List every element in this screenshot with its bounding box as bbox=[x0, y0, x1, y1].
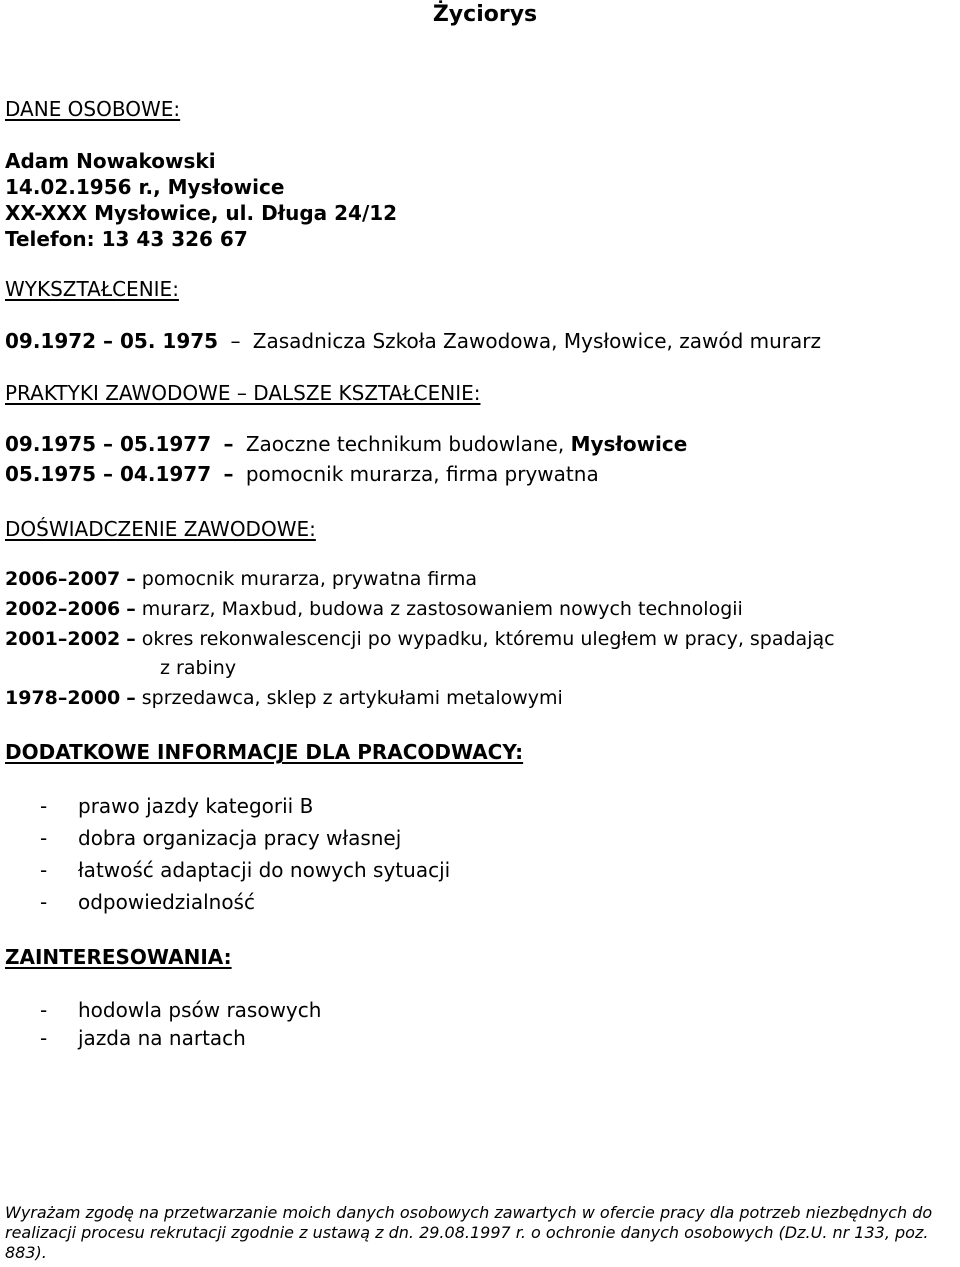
list-item-bullet: - bbox=[40, 826, 48, 850]
list-item-text: jazda na nartach bbox=[78, 1026, 246, 1050]
training-entry-text: Zaoczne technikum budowlane, bbox=[245, 432, 565, 456]
list-item bbox=[40, 826, 401, 850]
education-entry-dash: – bbox=[230, 329, 241, 353]
experience-entry-text: sprzedawca, sklep z artykułami metalowymi bbox=[141, 687, 563, 709]
experience-entry-text: pomocnik murarza, prywatna firma bbox=[141, 568, 477, 590]
list-item-bullet: - bbox=[40, 998, 48, 1022]
experience-entry-dates: 2006–2007 bbox=[5, 568, 121, 590]
experience-entry-text: murarz, Maxbud, budowa z zastosowaniem nowych technologii bbox=[141, 598, 743, 620]
list-item bbox=[40, 858, 450, 882]
personal-name: Adam Nowakowski bbox=[5, 149, 216, 173]
experience-entry-dates: 2002–2006 bbox=[5, 598, 121, 620]
experience-entry-dash: – bbox=[126, 568, 136, 590]
section-heading-education: WYKSZTAŁCENIE: bbox=[5, 277, 179, 301]
list-item bbox=[40, 1026, 246, 1050]
training-entry-bold-tail: Mysłowice bbox=[570, 432, 688, 456]
document-title: Życiorys bbox=[432, 2, 538, 27]
training-entry bbox=[5, 432, 687, 456]
list-item-text: odpowiedzialność bbox=[78, 890, 255, 914]
list-item-bullet: - bbox=[40, 890, 48, 914]
list-item-text: dobra organizacja pracy własnej bbox=[78, 826, 402, 850]
list-item bbox=[40, 890, 255, 914]
training-entry bbox=[5, 462, 599, 486]
section-heading-personal: DANE OSOBOWE: bbox=[5, 97, 181, 121]
experience-entry-dates: 1978–2000 bbox=[5, 687, 121, 709]
section-heading-training: PRAKTYKI ZAWODOWE – DALSZE KSZTAŁCENIE: bbox=[5, 381, 481, 405]
training-entry-dash: – bbox=[223, 462, 234, 486]
list-item bbox=[40, 794, 313, 818]
training-entry-dates: 09.1975 – 05.1977 bbox=[5, 432, 212, 456]
training-entry-dates: 05.1975 – 04.1977 bbox=[5, 462, 212, 486]
experience-entry-dash: – bbox=[126, 598, 136, 620]
list-item-text: hodowla psów rasowych bbox=[78, 998, 322, 1022]
experience-entry-dash: – bbox=[126, 628, 136, 650]
experience-entry bbox=[5, 597, 743, 621]
section-heading-experience: DOŚWIADCZENIE ZAWODOWE: bbox=[5, 517, 316, 541]
experience-entry bbox=[5, 567, 477, 591]
list-item bbox=[40, 998, 321, 1022]
list-item-bullet: - bbox=[40, 1026, 48, 1050]
list-item-text: łatwość adaptacji do nowych sytuacji bbox=[78, 858, 451, 882]
data-processing-consent: Wyrażam zgodę na przetwarzanie moich danych osobowych zawartych w ofercie pracy dla potrzeb niezbędnych do realizacji procesu rekrutacji zgodnie z ustawą z dn. 29.08.1997 r. o ochronie danych osobowych (Dz.U. nr 133, poz. 883). bbox=[5, 1203, 933, 1262]
section-heading-additional: DODATKOWE INFORMACJE DLA PRACODWACY: bbox=[5, 740, 524, 764]
training-entry-text: pomocnik murarza, firma prywatna bbox=[245, 462, 599, 486]
experience-entry-dash: – bbox=[126, 687, 136, 709]
education-entry-text: Zasadnicza Szkoła Zawodowa, Mysłowice, zawód murarz bbox=[252, 329, 821, 353]
experience-entry-continuation: z rabiny bbox=[160, 657, 237, 679]
personal-address: XX-XXX Mysłowice, ul. Długa 24/12 bbox=[5, 201, 398, 225]
education-entry-dates: 09.1972 – 05. 1975 bbox=[5, 329, 219, 353]
list-item-text: prawo jazdy kategorii B bbox=[78, 794, 314, 818]
experience-entry bbox=[5, 627, 835, 651]
section-heading-interests: ZAINTERESOWANIA: bbox=[5, 945, 232, 969]
education-entry bbox=[5, 329, 821, 353]
personal-phone: Telefon: 13 43 326 67 bbox=[5, 227, 248, 251]
list-item-bullet: - bbox=[40, 858, 48, 882]
training-entry-dash: – bbox=[223, 432, 234, 456]
list-item-bullet: - bbox=[40, 794, 48, 818]
experience-entry-dates: 2001–2002 bbox=[5, 628, 121, 650]
personal-birth: 14.02.1956 r., Mysłowice bbox=[5, 175, 285, 199]
experience-entry bbox=[5, 686, 563, 710]
experience-entry-text: okres rekonwalescencji po wypadku, któremu uległem w pracy, spadając bbox=[141, 628, 835, 650]
